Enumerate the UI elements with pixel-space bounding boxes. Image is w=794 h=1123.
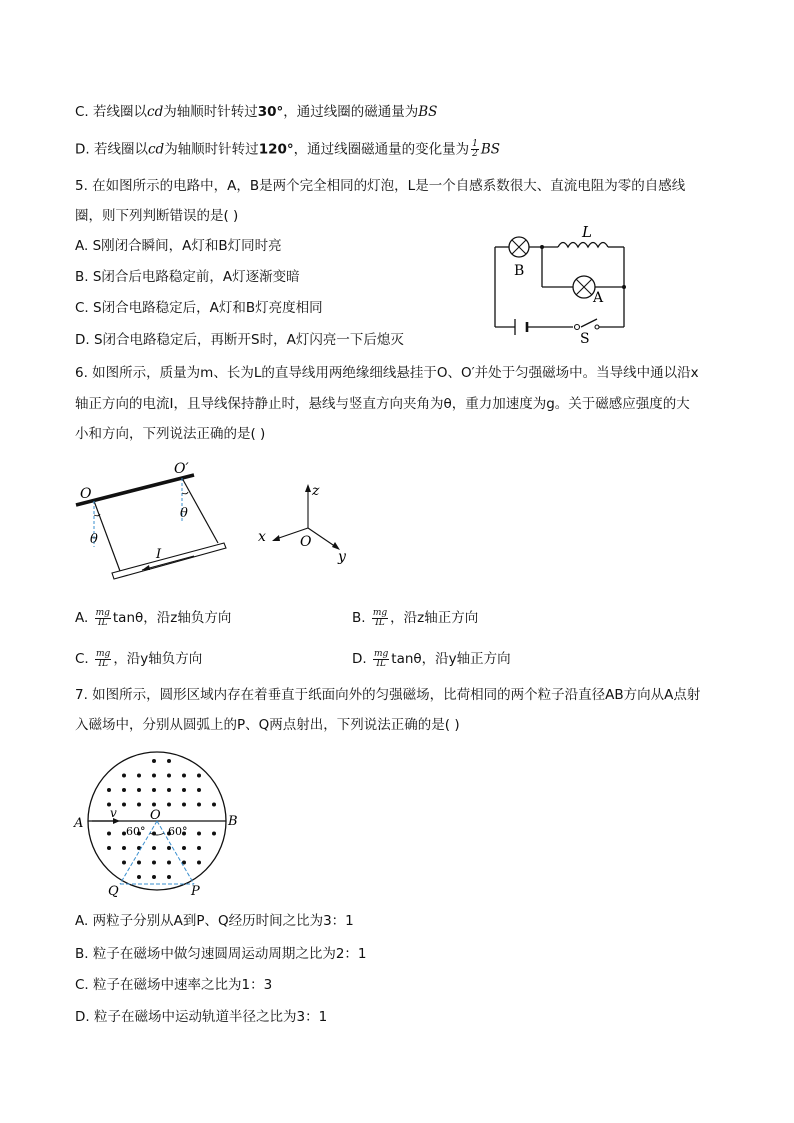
field-dot <box>122 846 126 850</box>
field-dot <box>107 788 111 792</box>
svg-text:θ: θ <box>180 506 188 521</box>
field-dot <box>152 875 156 879</box>
q7-option-a: A. 两粒子分别从A到P、Q经历时间之比为3：1 <box>75 913 354 929</box>
field-dot <box>197 832 201 836</box>
field-dot <box>197 861 201 865</box>
field-dot <box>152 788 156 792</box>
field-dot <box>212 803 216 807</box>
field-dot <box>152 803 156 807</box>
q6-stem-line1: 6. 如图所示，质量为m、长为L的直导线用两绝缘细线悬挂于O、O′并处于匀强磁场中。当导线中通以沿x <box>75 365 699 381</box>
q6-wire-diagram <box>70 455 370 590</box>
field-dot <box>137 788 141 792</box>
field-dot <box>122 861 126 865</box>
label-A: A <box>593 290 604 306</box>
svg-text:O: O <box>300 534 312 550</box>
q5-stem-line1: 5. 在如图所示的电路中，A，B是两个完全相同的灯泡，L是一个自感系数很大、直流电阻为零的自感线 <box>75 178 686 194</box>
svg-text:60°: 60° <box>126 825 146 838</box>
field-dot <box>107 832 111 836</box>
svg-text:60°: 60° <box>168 825 188 838</box>
svg-text:θ: θ <box>90 532 98 547</box>
field-dot <box>167 788 171 792</box>
svg-text:z: z <box>312 483 320 499</box>
q7-stem-line1: 7. 如图所示，圆形区域内存在着垂直于纸面向外的匀强磁场，比荷相同的两个粒子沿直径AB方向从A点射 <box>75 687 701 703</box>
svg-text:x: x <box>258 529 266 545</box>
fraction: $\frac{1}{2}$ <box>472 139 478 159</box>
wire-rod <box>112 543 226 579</box>
field-dot <box>182 788 186 792</box>
field-dot <box>137 861 141 865</box>
label-L: L <box>582 223 592 241</box>
svg-text:A: A <box>74 816 84 831</box>
q7-option-d: D. 粒子在磁场中运动轨道半径之比为3：1 <box>75 1009 328 1025</box>
q5-circuit-diagram <box>485 220 635 345</box>
field-dot <box>122 774 126 778</box>
field-dot <box>182 803 186 807</box>
q6-stem-line2: 轴正方向的电流I，且导线保持静止时，悬线与竖直方向夹角为θ，重力加速度为g。关于磁感应强度的大 <box>75 396 690 412</box>
svg-text:O: O <box>150 808 161 823</box>
ceiling-bar <box>76 475 194 505</box>
svg-text:v: v <box>110 806 117 820</box>
field-dot <box>152 846 156 850</box>
svg-text:O′: O′ <box>174 461 189 477</box>
field-dot <box>197 788 201 792</box>
field-dot <box>137 803 141 807</box>
q6-stem-line3: 小和方向，下列说法正确的是( ) <box>75 426 266 442</box>
field-dot <box>167 846 171 850</box>
field-dot <box>197 803 201 807</box>
q5-option-d: D. S闭合电路稳定后，再断开S时，A灯闪亮一下后熄灭 <box>75 332 404 348</box>
svg-text:y: y <box>338 549 346 565</box>
label-B: B <box>514 263 525 279</box>
field-dot <box>137 875 141 879</box>
q6-option-a: A. $\frac{mg}{IL}$ tanθ，沿z轴负方向 <box>75 607 232 628</box>
field-dots <box>107 759 216 879</box>
q7-option-b: B. 粒子在磁场中做匀速圆周运动周期之比为2：1 <box>75 946 367 962</box>
svg-text:P: P <box>191 884 200 899</box>
q7-option-c: C. 粒子在磁场中速率之比为1：3 <box>75 977 273 993</box>
q5-option-a: A. S刚闭合瞬间，A灯和B灯同时亮 <box>75 238 282 254</box>
field-dot <box>152 759 156 763</box>
q6-option-b: B. $\frac{mg}{IL}$ ，沿z轴正方向 <box>352 607 479 628</box>
svg-text:I: I <box>156 547 162 562</box>
field-dot <box>197 774 201 778</box>
field-dot <box>137 774 141 778</box>
field-dot <box>152 861 156 865</box>
field-dot <box>212 832 216 836</box>
q4-option-c: C. 若线圈以cd为轴顺时针转过30°，通过线圈的磁通量为BS <box>75 104 438 120</box>
switch-icon <box>575 325 580 330</box>
field-dot <box>167 759 171 763</box>
svg-text:Q: Q <box>108 884 119 899</box>
q5-option-c: C. S闭合电路稳定后，A灯和B灯亮度相同 <box>75 300 323 316</box>
q7-stem-line2: 入磁场中，分别从圆弧上的P、Q两点射出，下列说法正确的是( ) <box>75 717 460 733</box>
field-dot <box>167 861 171 865</box>
q5-stem-line2: 圈，则下列判断错误的是( ) <box>75 208 239 224</box>
field-dot <box>167 875 171 879</box>
q7-magnetic-field-diagram <box>70 745 245 900</box>
svg-text:O: O <box>80 486 92 502</box>
q6-option-c: C. $\frac{mg}{IL}$ ，沿y轴负方向 <box>75 648 203 669</box>
q4-option-d: D. 若线圈以cd为轴顺时针转过120°，通过线圈磁通量的变化量为 $\frac{1}{2}$ BS <box>75 139 501 159</box>
field-dot <box>167 803 171 807</box>
field-dot <box>182 774 186 778</box>
field-dot <box>197 846 201 850</box>
field-dot <box>167 774 171 778</box>
field-dot <box>107 846 111 850</box>
field-dot <box>182 846 186 850</box>
field-dot <box>152 774 156 778</box>
q6-option-d: D. $\frac{mg}{IL}$ tanθ，沿y轴正方向 <box>352 648 511 669</box>
q5-option-b: B. S闭合后电路稳定前，A灯逐渐变暗 <box>75 269 300 285</box>
field-dot <box>122 788 126 792</box>
field-dot <box>122 803 126 807</box>
svg-text:B: B <box>228 814 238 829</box>
label-S: S <box>580 331 590 345</box>
